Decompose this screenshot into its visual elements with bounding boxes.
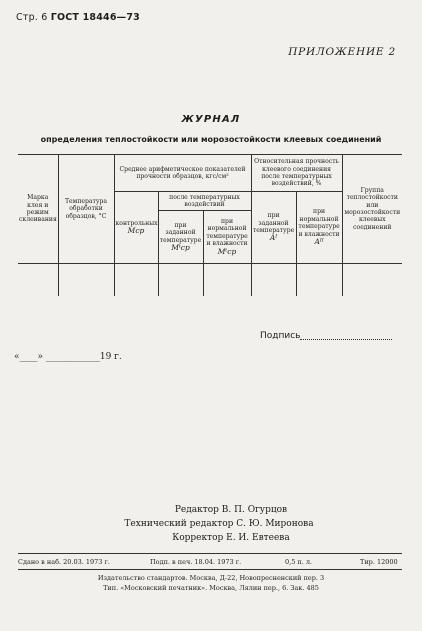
signature-label: Подпись [260,331,301,341]
date-line: «____» ____________19 г. [14,352,122,362]
header-temperature: Температура обработки образцов, °С [58,155,114,264]
empty-cell [251,264,296,297]
empty-cell [158,264,203,297]
empty-cell [342,264,402,297]
imprint-run: Тир. 12000 [360,558,398,566]
header-after-normal-symbol: Mᵗср [217,246,237,256]
header-brand-mode: Марка клея и режим склеивания [18,155,58,264]
header-resistance-group: Группа теплостойкости или морозостойкости клеевых соединений [342,155,402,264]
appendix-label: ПРИЛОЖЕНИЕ 2 [288,46,396,58]
empty-cell [114,264,158,297]
imprint-sent: Сдано в наб. 20.03. 1973 г. [18,558,110,566]
header-after-given-label: при заданной температуре [159,221,202,244]
imprint-sheets: 0,5 п. л. [285,558,313,566]
empty-cell [58,264,114,297]
header-after-exposure: после температурных воздействий [158,192,251,211]
journal-table [18,154,402,296]
header-rel-normal-label: при нормальной температуре и влажности [298,208,340,238]
journal-title: ЖУРНАЛ [181,114,241,125]
header-relative-strength-group: Относительная прочность клеевого соединения после температурных воздействий, % [251,155,342,192]
empty-cell [296,264,342,297]
header-control [114,192,158,264]
journal-subtitle: определения теплостойкости или морозостойкости клеевых соединений [40,135,382,144]
header-rel-normal [296,192,342,264]
proofreader-line: Корректор Е. И. Евтеева [172,533,290,543]
page-header [16,12,140,23]
publisher-line: Издательство стандартов. Москва, Д-22, Новопресненский пер. 3 [97,574,325,582]
empty-cell [18,264,58,297]
imprint-signed: Подп. в печ. 18.04. 1973 г. [150,558,242,566]
imprint-rule-bottom [18,569,402,570]
header-rel-normal-symbol: Aᴵᴵ [314,237,324,247]
header-rel-given-label: при заданной температуре [252,212,295,234]
header-after-normal-label: при нормальной температуре и влажности [206,217,248,248]
tech-editor-line: Технический редактор С. Ю. Миронова [124,519,314,529]
header-control-label: контрольных [115,219,158,227]
header-after-normal [203,211,251,264]
header-control-symbol: Мср [127,226,145,235]
editor-line: Редактор В. П. Огурцов [174,505,288,515]
header-strength-group: Среднее арифметическое показателей прочности образцов, кгс/см² [114,155,251,192]
printer-line: Тип. «Московский печатник». Москва, Лялин пер., 6. Зак. 485 [103,584,319,592]
header-rel-given [251,192,296,264]
header-rel-given-symbol: Aᴵ [269,233,278,243]
standard-code: ГОСТ 18446—73 [50,12,140,23]
empty-cell [203,264,251,297]
signature-line [300,339,392,340]
imprint-rule-top [18,553,402,554]
header-after-given [158,211,203,264]
header-after-given-symbol: Mᵗср [171,242,190,252]
page-number: Стр. 6 [16,12,48,23]
